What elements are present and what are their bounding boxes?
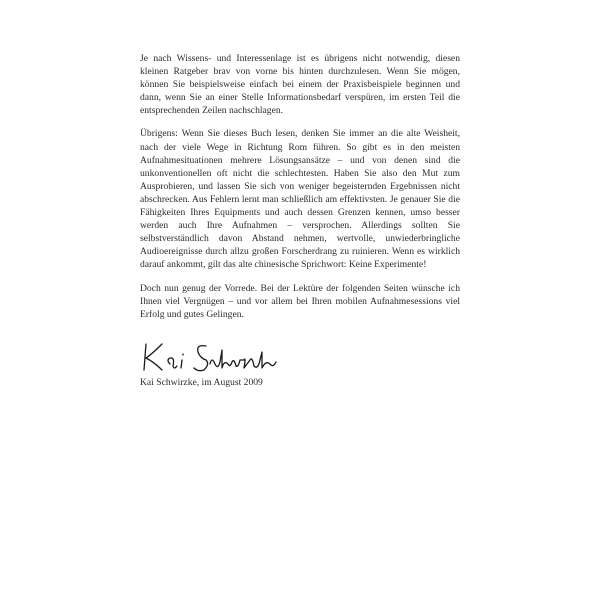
paragraph-3: Doch nun genug der Vorrede. Bei der Lektüre der folgenden Seiten wünsche ich Ihnen viel Vergnügen – und vor allem bei Ihren mobilen Aufnahmesessions viel Erfolg und gutes Gelingen. — [140, 282, 460, 320]
paragraph-2: Übrigens: Wenn Sie dieses Buch lesen, denken Sie immer an die alte Weisheit, nach der viele Wege in Richtung Rom führen. So gibt es in den meisten Aufnahmesituationen mehrere Lösungsansätze – und von denen sind die unkonventionellen oft nicht die schlechtesten. Haben Sie also den Mut zum Ausprobieren, und lassen Sie sich von weniger begeisternden Ergebnissen nicht abschrecken. Aus Fehlern lernt man schließlich am effektivsten. Je genauer Sie die Fähigkeiten Ihres Equipments und auch dessen Grenzen kennen, umso besser werden auch Ihre Aufnahmen – versprochen. Allerdings sollten Sie selbstverständlich davon Abstand nehmen, wertvolle, unwiederbringliche Audioereignisse durch allzu großen Forscherdrang zu ruinieren. Wenn es wirklich darauf ankommt, gilt das alte chinesische Sprichwort: Keine Experimente! — [140, 128, 460, 271]
signature-line: Kai Schwirzke, im August 2009 — [140, 377, 263, 388]
handwritten-signature-icon — [140, 330, 280, 380]
paragraph-1: Je nach Wissens- und Interessenlage ist es übrigens nicht notwendig, diesen kleinen Ratgeber brav von vorne bis hinten durchzulesen. Wenn Sie mögen, können Sie beispielsweise einfach bei einem der Praxisbeispiele beginnen und dann, wenn Sie an einer Stelle Informationsbedarf verspüren, im ersten Teil die entsprechenden Zeilen nachschlagen. — [140, 53, 460, 117]
body-text — [140, 52, 460, 331]
book-page — [128, 48, 458, 568]
